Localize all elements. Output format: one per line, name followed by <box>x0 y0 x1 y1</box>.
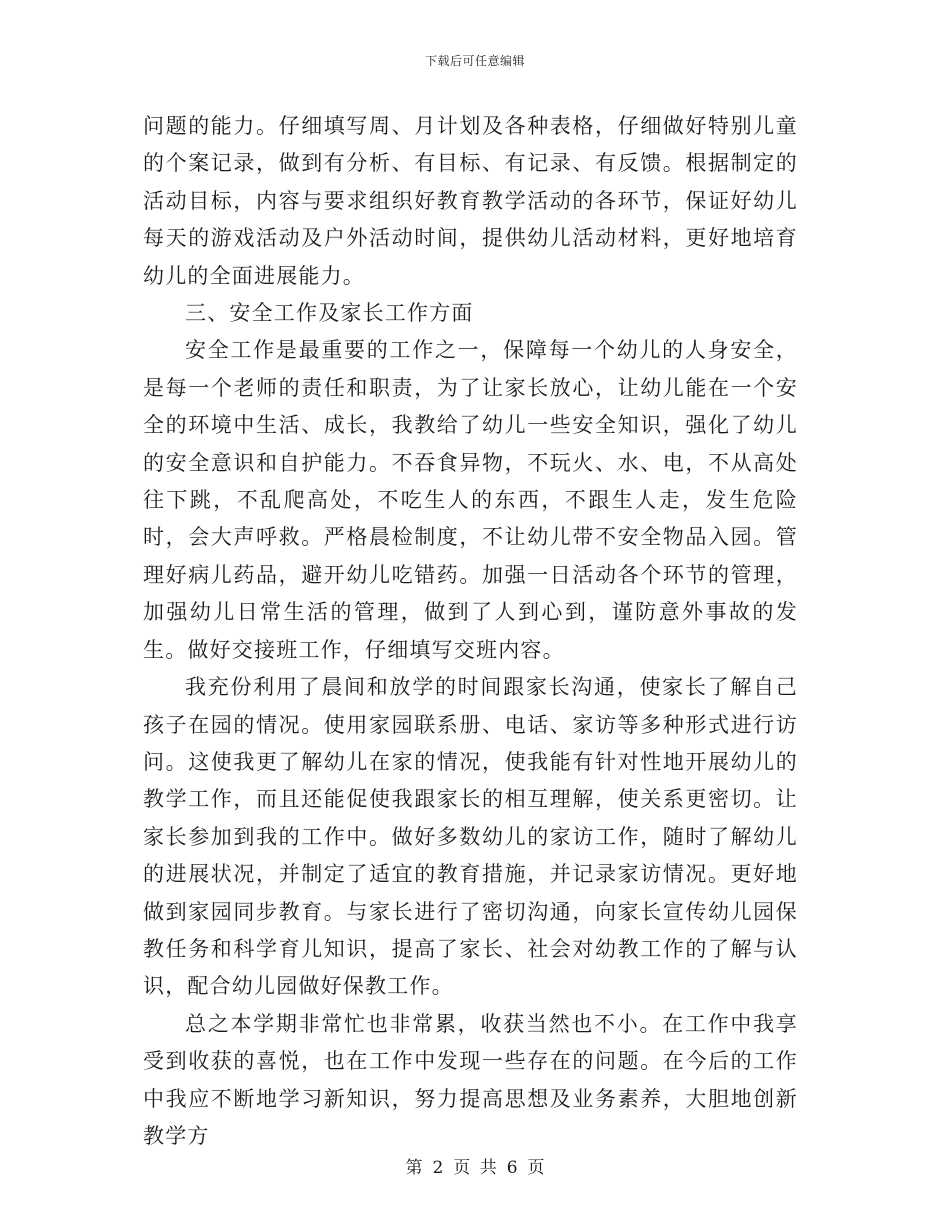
page-footer <box>0 1153 950 1178</box>
footer-prefix: 第 <box>405 1158 423 1178</box>
footer-suffix: 页 <box>527 1158 545 1178</box>
paragraph-safety-work: 安全工作是最重要的工作之一，保障每一个幼儿的人身安全，是每一个老师的责任和职责，为了让家长放心，让幼儿能在一个安全的环境中生活、成长，我教给了幼儿一些安全知识，强化了幼儿的安全意识和自护能力。不吞食异物，不玩火、水、电，不从高处往下跳，不乱爬高处，不吃生人的东西，不跟生人走，发生危险时，会大声呼救。严格晨检制度，不让幼儿带不安全物品入园。管理好病儿药品，避开幼儿吃错药。加强一日活动各个环节的管理，加强幼儿日常生活的管理，做到了人到心到，谨防意外事故的发生。做好交接班工作，仔细填写交班内容。 <box>143 338 798 662</box>
footer-page-number: 2 <box>432 1158 444 1178</box>
page-header: 下载后可任意编辑 <box>424 54 525 68</box>
document-body <box>143 108 798 1155</box>
footer-middle: 页 共 <box>453 1158 497 1178</box>
paragraph-parent-work: 我充份利用了晨间和放学的时间跟家长沟通，使家长了解自己孩子在园的情况。使用家园联系册、电话、家访等多种形式进行访问。这使我更了解幼儿在家的情况，使我能有针对性地开展幼儿的教学工作，而且还能促使我跟家长的相互理解，使关系更密切。让家长参加到我的工作中。做好多数幼儿的家访工作，随时了解幼儿的进展状况，并制定了适宜的教育措施，并记录家访情况。更好地做到家园同步教育。与家长进行了密切沟通，向家长宣传幼儿园保教任务和科学育儿知识，提高了家长、社会对幼教工作的了解与认识，配合幼儿园做好保教工作。 <box>143 675 798 999</box>
paragraph-continuation: 问题的能力。仔细填写周、月计划及各种表格，仔细做好特别儿童的个案记录，做到有分析、有目标、有记录、有反馈。根据制定的活动目标，内容与要求组织好教育教学活动的各环节，保证好幼儿每天的游戏活动及户外活动时间，提供幼儿活动材料，更好地培育幼儿的全面进展能力。 <box>143 114 798 288</box>
footer-total-pages: 6 <box>506 1158 518 1178</box>
paragraph-summary: 总之本学期非常忙也非常累，收获当然也不小。在工作中我享受到收获的喜悦，也在工作中发现一些存在的问题。在今后的工作中我应不断地学习新知识，努力提高思想及业务素养，大胆地创新教学方 <box>143 1011 798 1148</box>
section-heading: 三、安全工作及家长工作方面 <box>185 301 474 326</box>
